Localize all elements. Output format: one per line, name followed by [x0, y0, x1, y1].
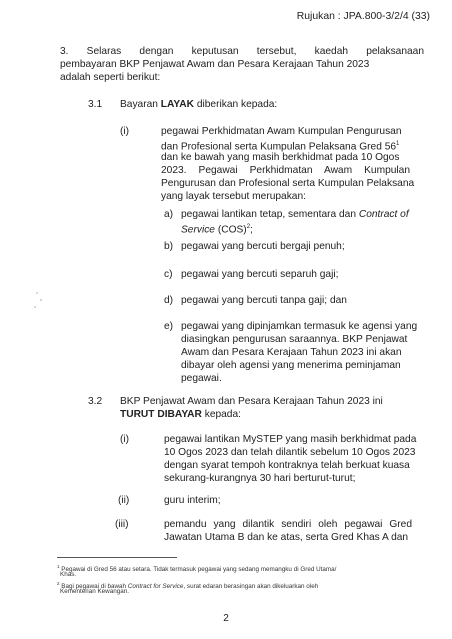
item-line: dan ke bawah yang masih berkhidmat pada 10 Ogos	[161, 152, 400, 163]
item-line: pemandu yang dilantik sendiri oleh pegawai Gred	[164, 519, 412, 530]
sub-item-line: Awam dan Pesara Kerajaan Tahun 2023 ini akan	[181, 347, 402, 358]
scan-speck	[36, 292, 38, 294]
item-line: Jawatan Utama B dan ke atas, serta Gred Khas A dan	[164, 532, 409, 543]
sub-item-line: pegawai yang bercuti tanpa gaji; dan	[181, 295, 347, 306]
item-line: yang layak tersebut merupakan:	[161, 191, 306, 202]
item-line: Pengurusan dan Profesional serta Kumpulan Pelaksana	[161, 178, 415, 189]
footnote-separator	[57, 557, 177, 558]
item-line: pegawai Perkhidmatan Awam Kumpulan Pengurusan	[161, 126, 402, 137]
list-marker: (iii)	[115, 519, 129, 530]
footnote-1-cont: Khas.	[60, 571, 77, 578]
sub-item-line: diasingkan pengurusan saraannya. BKP Penjawat	[181, 334, 408, 345]
section-heading-line: TURUT DIBAYAR kepada:	[120, 409, 241, 420]
paragraph-3-line: 3. Selaras dengan keputusan tersebut, kaedah pelaksanaan	[60, 46, 424, 57]
list-marker: (i)	[120, 126, 130, 137]
scan-speck	[40, 299, 42, 301]
section-heading: Bayaran LAYAK diberikan kepada:	[120, 99, 278, 110]
reference-number: Rujukan : JPA.800-3/2/4 (33)	[296, 11, 430, 22]
scan-speck	[34, 306, 36, 308]
list-marker: (ii)	[118, 495, 130, 506]
sub-item-line: pegawai lantikan tetap, sementara dan Contract of	[181, 209, 409, 220]
list-marker: a)	[164, 209, 174, 220]
sub-item-line: pegawai yang dipinjamkan termasuk ke agensi yang	[181, 321, 418, 332]
sub-item-line: pegawai.	[181, 373, 222, 384]
footnote-2: $^2$ Bagi pegawai di bawah Contract for Service, surat edaran berasingan akan dikeluarkan oleh	[57, 581, 319, 591]
list-marker: b)	[164, 241, 174, 252]
sub-item-line: dibayar oleh agensi yang menerima peminjaman	[181, 360, 401, 371]
item-line: sekurang-kurangnya 30 hari berturut-turut;	[164, 473, 356, 484]
list-marker: d)	[164, 295, 174, 306]
section-heading-line: BKP Penjawat Awam dan Pesara Kerajaan Tahun 2023 ini	[120, 396, 383, 407]
paragraph-3-line: pembayaran BKP Penjawat Awam dan Pesara Kerajaan Tahun 2023	[60, 59, 370, 70]
section-number: 3.2	[88, 396, 103, 407]
footnote-2-cont: Kementerian Kewangan.	[60, 588, 129, 595]
footnote-1: $^1$ Pegawai di Gred 56 atau setara. Tidak termasuk pegawai yang sedang memangku di Gred Utama/	[57, 564, 337, 574]
list-marker: (i)	[120, 434, 130, 445]
item-line: guru interim;	[164, 495, 221, 506]
sub-item-line: pegawai yang bercuti bergaji penuh;	[181, 241, 345, 252]
sub-item-line: pegawai yang bercuti separuh gaji;	[181, 269, 339, 280]
page-number: 2	[223, 613, 229, 624]
list-marker: e)	[164, 321, 174, 332]
list-marker: c)	[164, 269, 173, 280]
item-line: pegawai lantikan MySTEP yang masih berkhidmat pada	[164, 434, 417, 445]
item-line: dan Profesional serta Kumpulan Pelaksana Gred $56^1$	[161, 141, 400, 153]
section-number: 3.1	[88, 99, 103, 110]
sub-item-line: Service (COS)$^2$;	[181, 224, 253, 236]
item-line: 10 Ogos 2023 dan telah dilantik sebelum 10 Ogos 2023	[164, 447, 416, 458]
item-line: dengan syarat tempoh kontraknya telah berkuat kuasa	[164, 460, 410, 471]
item-line: 2023. Pegawai Perkhidmatan Awam Kumpulan	[161, 165, 410, 176]
paragraph-3-line: adalah seperti berikut:	[60, 72, 161, 83]
